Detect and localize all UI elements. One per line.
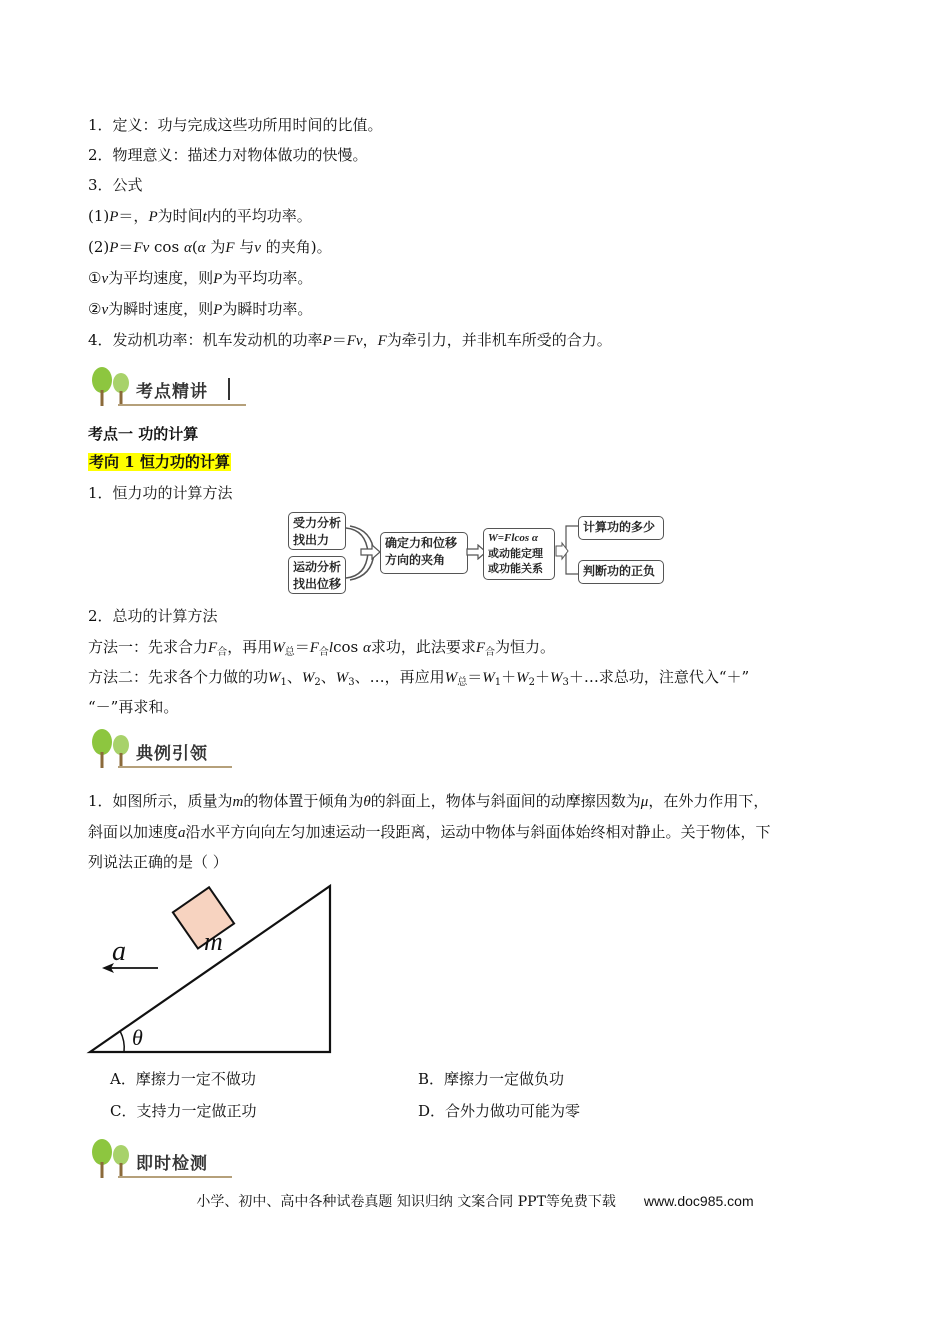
banner-title: 典例引领 <box>136 744 208 764</box>
flow-box-amount: 计算功的多少 <box>578 516 664 540</box>
footer-url[interactable]: www.doc985.com <box>643 1193 754 1209</box>
banner-kaodian <box>88 366 258 410</box>
banner-jishi <box>88 1138 258 1182</box>
banner-underline <box>118 766 232 768</box>
method-one: 方法一：先求合力$F_合$，再用$W_总=F_合lcos$ α求功，此法要求$F_合$为恒力。 <box>88 638 556 658</box>
option-a[interactable]: A．摩擦力一定不做功 <box>110 1070 256 1088</box>
formula-avg: ①v为平均速度，则P为平均功率。 <box>88 269 313 287</box>
banner-underline <box>118 1176 232 1178</box>
option-d[interactable]: D．合外力做功可能为零 <box>418 1102 581 1120</box>
kaodian-heading: 考点一 功的计算 <box>88 425 199 443</box>
definition-line: 1．定义：功与完成这些功所用时间的比值。 <box>88 116 383 134</box>
banner-title: 即时检测 <box>136 1154 208 1174</box>
method-two: 方法二：先求各个力做的功$W_1$、$W_2$、$W_3$、…，再应用$W_总=W_1+W_2+W_3+\dots$求总功，注意代入“＋” <box>88 668 750 688</box>
method-two-cont: “－”再求和。 <box>88 698 179 716</box>
accel-label: a <box>112 936 126 967</box>
flow-box-angle: 确定力和位移 方向的夹角 <box>380 532 468 574</box>
incline-figure <box>80 880 350 1060</box>
flow-box-force: 受力分析 找出力 <box>288 512 346 550</box>
formula-1: (1)P＝，P为时间t内的平均功率。 <box>88 207 312 225</box>
example-line-2: 斜面以加速度a沿水平方向向左匀加速运动一段距离，运动中物体与斜面体始终相对静止。关于物体，下 <box>88 823 771 841</box>
footer <box>0 1191 950 1211</box>
example-line-1: 1．如图所示，质量为m的物体置于倾角为θ的斜面上，物体与斜面间的动摩擦因数为μ，在外力作用下， <box>88 792 769 810</box>
formula-heading: 3．公式 <box>88 176 143 194</box>
banner-dianli <box>88 728 258 772</box>
formula-2: (2)P＝Fv cos α(α 为F 与v 的夹角)。 <box>88 238 332 256</box>
example-line-3: 列说法正确的是（ ） <box>88 853 228 871</box>
meaning-line: 2．物理意义：描述力对物体做功的快慢。 <box>88 146 368 164</box>
flow-box-formula: W=Flcos α 或动能定理 或功能关系 <box>483 528 555 580</box>
mass-label: m <box>204 927 223 956</box>
engine-power-line: 4．发动机功率：机车发动机的功率P＝Fv，F为牵引力，并非机车所受的合力。 <box>88 331 612 349</box>
option-b[interactable]: B．摩擦力一定做负功 <box>418 1070 565 1088</box>
kaoxiang-heading: 考向 1 恒力功的计算 <box>89 453 230 471</box>
flow-box-motion: 运动分析 找出位移 <box>288 556 346 594</box>
option-c[interactable]: C．支持力一定做正功 <box>110 1102 257 1120</box>
constant-force-method: 1．恒力功的计算方法 <box>88 484 233 502</box>
arrow-left-icon <box>102 963 158 973</box>
arrow-right-icon <box>360 544 382 560</box>
text-cursor <box>228 378 230 400</box>
flow-box-sign: 判断功的正负 <box>578 560 664 584</box>
banner-title: 考点精讲 <box>136 382 208 402</box>
total-work-method: 2．总功的计算方法 <box>88 607 218 625</box>
banner-underline <box>118 404 246 406</box>
angle-label: θ <box>132 1025 143 1050</box>
footer-text: 小学、初中、高中各种试卷真题 知识归纳 文案合同 PPT等免费下载 <box>196 1194 616 1210</box>
formula-instant: ②v为瞬时速度，则P为瞬时功率。 <box>88 300 313 318</box>
